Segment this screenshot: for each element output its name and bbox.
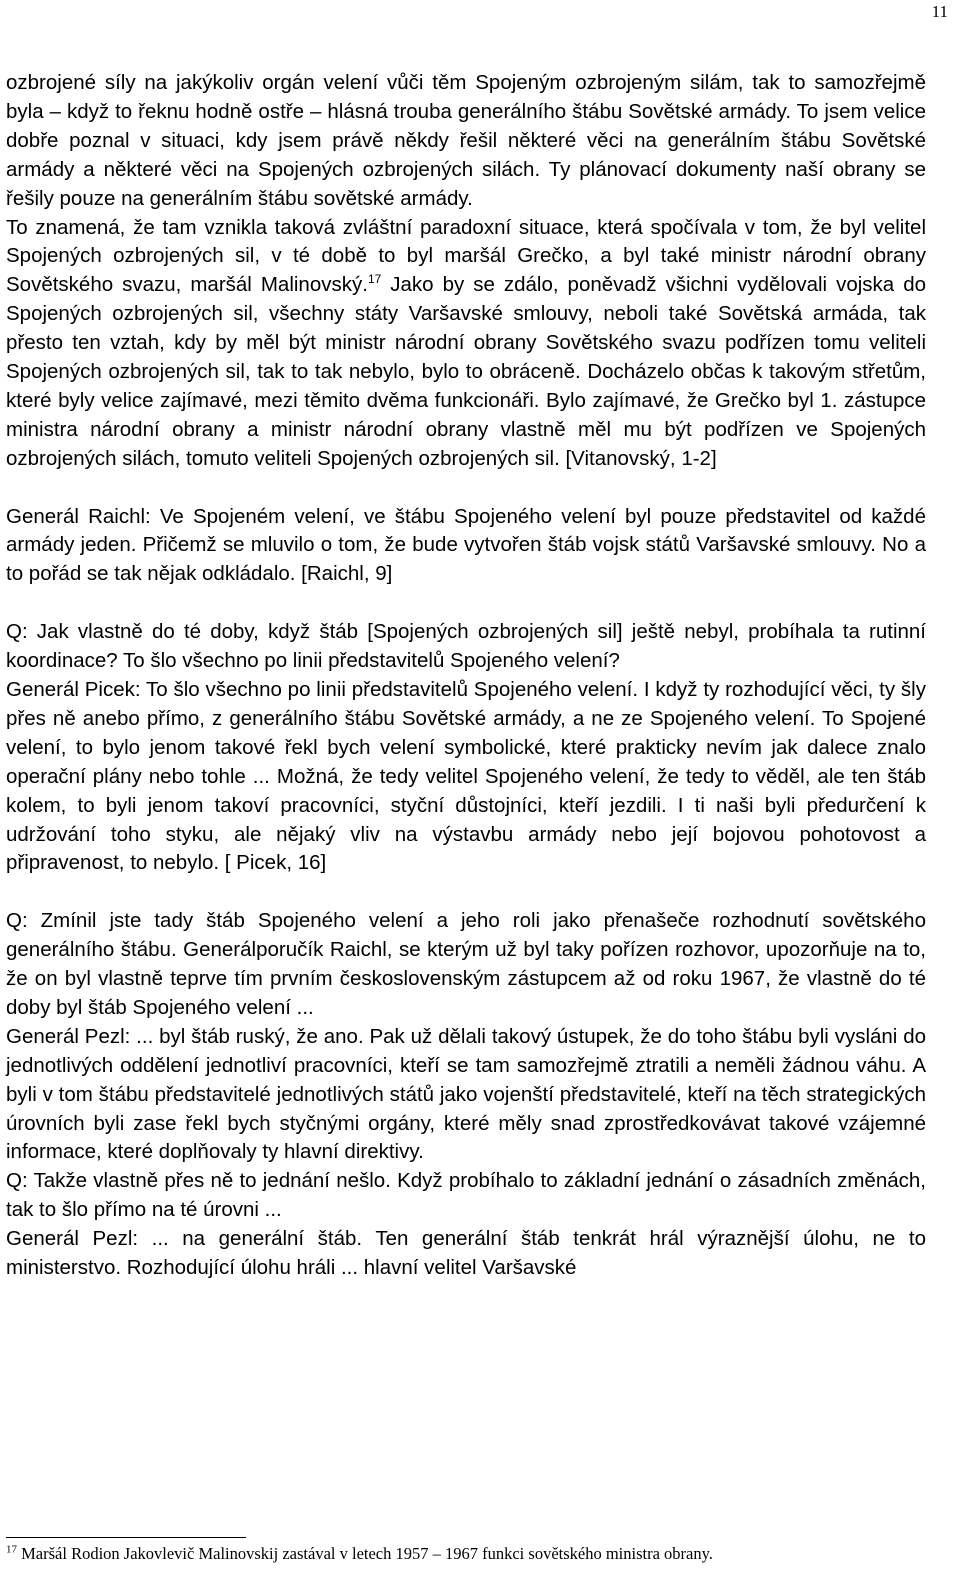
paragraph-raichl: Generál Raichl: Ve Spojeném velení, ve štábu Spojeného velení byl pouze představitel od každé armády jeden. Přičemž se mluvilo o tom, že bude vytvořen štáb vojsk států Varšavské smlouvy. No a to pořád se tak nějak odkládalo. [Raichl, 9]	[6, 504, 926, 586]
page-number: 11	[931, 2, 948, 21]
document-body	[6, 69, 926, 1283]
paragraph-question-1: Q: Jak vlastně do té doby, když štáb [Spojených ozbrojených sil] ještě nebyl, probíhala ta rutinní koordinace? To šlo všechno po linii představitelů Spojeného velení?	[6, 620, 926, 673]
footnote-divider	[6, 1537, 246, 1538]
footnote-text: Maršál Rodion Jakovlevič Malinovskij zastával v letech 1957 – 1967 funkci sovětského ministra obrany.	[17, 1544, 713, 1563]
paragraph-1: ozbrojené síly na jakýkoliv orgán velení vůči těm Spojeným ozbrojeným silám, tak to samozřejmě byla – když to řeknu hodně ostře – hlásná trouba generálního štábu Sovětské armády. To jsem velice dobře poznal v situaci, kdy jsem právě někdy řešil některé věci na generálním štábu Sovětské armády a některé věci na Spojených ozbrojených silách. Ty plánovací dokumenty naší obrany se řešily pouze na generálním štábu sovětské armády.	[6, 71, 926, 210]
paragraph-question-3: Q: Takže vlastně přes ně to jednání nešlo. Když probíhalo to základní jednání o zásadních změnách, tak to šlo přímo na té úrovni ...	[6, 1169, 926, 1222]
footnote	[6, 1543, 946, 1565]
paragraph-pezl-2: Generál Pezl: ... na generální štáb. Ten generální štáb tenkrát hrál výraznější úlohu, ne to ministerstvo. Rozhodující úlohu hráli ... hlavní velitel Varšavské	[6, 1227, 926, 1280]
paragraph-pezl-1: Generál Pezl: ... byl štáb ruský, že ano. Pak už dělali takový ústupek, že do toho štábu byli vysláni do jednotlivých oddělení jednotliví pracovníci, kteří se tam samozřejmě ztratili a neměli žádnou váhu. A byli v tom štábu představitelé jednotlivých států jako vojenští představitelé, kteří na těch strategických úrovních byli zase řekl bych styčnými orgány, které měly snad zprostředkovávat takové vzájemné informace, které doplňovaly ty hlavní direktivy.	[6, 1024, 926, 1164]
paragraph-picek: Generál Picek: To šlo všechno po linii představitelů Spojeného velení. I když ty rozhodující věci, ty šly přes ně anebo přímo, z generálního štábu Sovětské armády, a ne ze Spojeného velení. To Spojené velení, to bylo jenom takové řekl bych velení symbolické, které prakticky nevím jak dalece znalo operační plány nebo tohle ... Možná, že tedy velitel Spojeného velení, že tedy to věděl, ale ten štáb kolem, to byli jenom takoví pracovníci, styční důstojníci, kteří jezdili. I ti naši byli předurčení k udržování toho styku, ale nějaký vliv na výstavbu armády nebo její bojovou pohotovost a připravenost, to nebylo. [ Picek, 16]	[6, 678, 926, 875]
footnote-reference[interactable]: 17	[367, 272, 382, 287]
paragraph-2-text-b: Jako by se zdálo, poněvadž všichni vydělovali vojska do Spojených ozbrojených sil, všechny státy Varšavské smlouvy, neboli také Sovětská armáda, tak přesto ten vztah, kdy by měl být ministr národní obrany Sovětského svazu podřízen tomu veliteli Spojených ozbrojených sil, tak to tak nebylo, bylo to obráceně. Docházelo občas k takovým střetům, které byly velice zajímavé, mezi těmito dvěma funkcionáři. Bylo zajímavé, že Grečko byl 1. zástupce ministra národní obrany a ministr národní obrany vlastně měl mu být podřízen ve Spojených ozbrojených silách, tomuto veliteli Spojených ozbrojených sil. [Vitanovský, 1-2]	[6, 273, 926, 470]
paragraph-question-2: Q: Zmínil jste tady štáb Spojeného velení a jeho roli jako přenašeče rozhodnutí sovětského generálního štábu. Generálporučík Raichl, se kterým už byl taky pořízen rozhovor, upozorňuje na to, že on byl vlastně teprve tím prvním československým zástupcem až od roku 1967, že vlastně do té doby byl štáb Spojeného velení ...	[6, 909, 926, 1019]
footnote-number: 17	[6, 1543, 17, 1556]
paragraph-2	[6, 214, 926, 474]
paragraph-2-text-a: To znamená, že tam vznikla taková zvláštní paradoxní situace, která spočívala v tom, že byl velitel Spojených ozbrojených sil, v té době to byl maršál Grečko, a byl také ministr národní obrany Sovětského svazu, maršál Malinovský.	[6, 215, 926, 297]
